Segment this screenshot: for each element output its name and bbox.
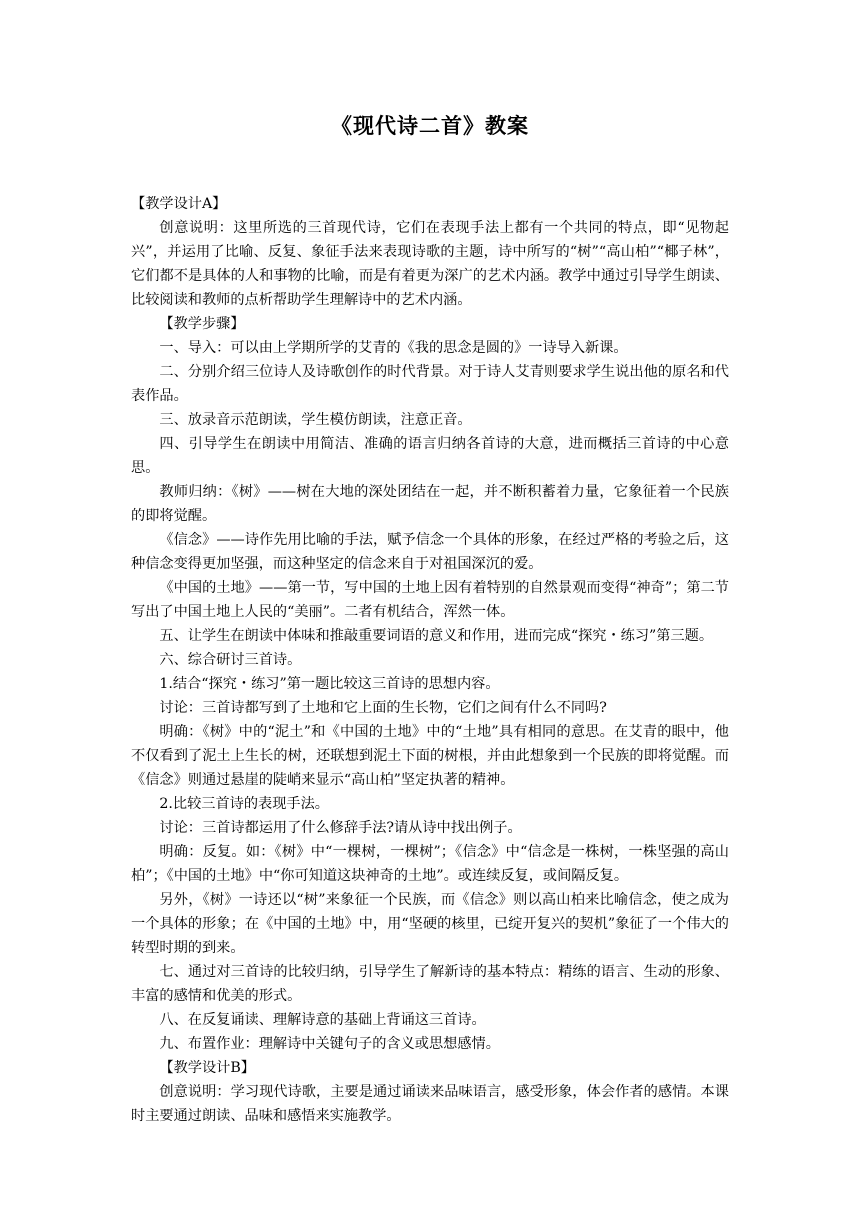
paragraph: 明确：反复。如：《树》中“一棵树，一棵树”；《信念》中“信念是一株树，一株坚强的高山柏”；《中国的土地》中“你可知道这块神奇的土地”。或连续反复，或间隔反复。 [131, 844, 729, 884]
paragraph: 创意说明：学习现代诗歌，主要是通过诵读来品味语言，感受形象，体会作者的感情。本课时主要通过朗读、品味和感悟来实施教学。 [131, 1084, 729, 1124]
paragraph: 九、布置作业：理解诗中关键句子的含义或思想感情。 [159, 1036, 500, 1052]
paragraph: 【教学步骤】 [159, 316, 245, 332]
paragraph: 《中国的土地》——第一节，写中国的土地上因有着特别的自然景观而变得“神奇”；第二节写出了中国土地上人民的“美丽”。二者有机结合，浑然一体。 [131, 580, 729, 620]
document-body [131, 192, 729, 1128]
paragraph: 六、综合研讨三首诗。 [159, 652, 302, 668]
paragraph: 讨论：三首诗都运用了什么修辞手法?请从诗中找出例子。 [159, 820, 522, 836]
paragraph: 教师归纳：《树》——树在大地的深处团结在一起，并不断积蓄着力量，它象征着一个民族的即将觉醒。 [131, 484, 729, 524]
paragraph: 四、引导学生在朗读中用简洁、准确的语言归纳各首诗的大意，进而概括三首诗的中心意思。 [131, 436, 729, 476]
paragraph: 七、通过对三首诗的比较归纳，引导学生了解新诗的基本特点：精练的语言、生动的形象、丰富的感情和优美的形式。 [131, 964, 729, 1004]
paragraph: 另外，《树》一诗还以“树”来象征一个民族，而《信念》则以高山柏来比喻信念，使之成为一个具体的形象；在《中国的土地》中，用“坚硬的核里，已绽开复兴的契机”象征了一个伟大的转型时期的到来。 [131, 892, 729, 956]
paragraph: 《信念》——诗作先用比喻的手法，赋予信念一个具体的形象，在经过严格的考验之后，这种信念变得更加坚强，而这种坚定的信念来自于对祖国深沉的爱。 [131, 532, 729, 572]
paragraph: 三、放录音示范朗读，学生模仿朗读，注意正音。 [159, 412, 472, 428]
paragraph: 明确：《树》中的“泥土”和《中国的土地》中的“土地”具有相同的意思。在艾青的眼中，他不仅看到了泥土上生长的树，还联想到泥土下面的树根，并由此想象到一个民族的即将觉醒。而《信念》则通过悬崖的陡峭来显示“高山柏”坚定执著的精神。 [131, 724, 729, 788]
paragraph: 创意说明：这里所选的三首现代诗，它们在表现手法上都有一个共同的特点，即“见物起兴”，并运用了比喻、反复、象征手法来表现诗歌的主题，诗中所写的“树”“高山柏”“椰子林”，它们都不是具体的人和事物的比喻，而是有着更为深广的艺术内涵。教学中通过引导学生朗读、比较阅读和教师的点析帮助学生理解诗中的艺术内涵。 [131, 220, 729, 308]
paragraph: 2.比较三首诗的表现手法。 [159, 796, 329, 812]
paragraph: 二、分别介绍三位诗人及诗歌创作的时代背景。对于诗人艾青则要求学生说出他的原名和代表作品。 [131, 364, 729, 404]
document-title: 《现代诗二首》教案 [331, 114, 529, 138]
paragraph: 【教学设计A】 [131, 196, 227, 212]
paragraph: 1.结合“探究・练习”第一题比较这三首诗的思想内容。 [159, 676, 500, 692]
paragraph: 一、导入：可以由上学期所学的艾青的《我的思念是圆的》一诗导入新课。 [159, 340, 628, 356]
paragraph: 八、在反复诵读、理解诗意的基础上背诵这三首诗。 [159, 1012, 486, 1028]
paragraph: 【教学设计B】 [159, 1060, 255, 1076]
paragraph: 五、让学生在朗读中体味和推敲重要词语的意义和作用，进而完成“探究・练习”第三题。 [159, 628, 714, 644]
paragraph: 讨论：三首诗都写到了土地和它上面的生长物，它们之间有什么不同吗? [159, 700, 607, 716]
